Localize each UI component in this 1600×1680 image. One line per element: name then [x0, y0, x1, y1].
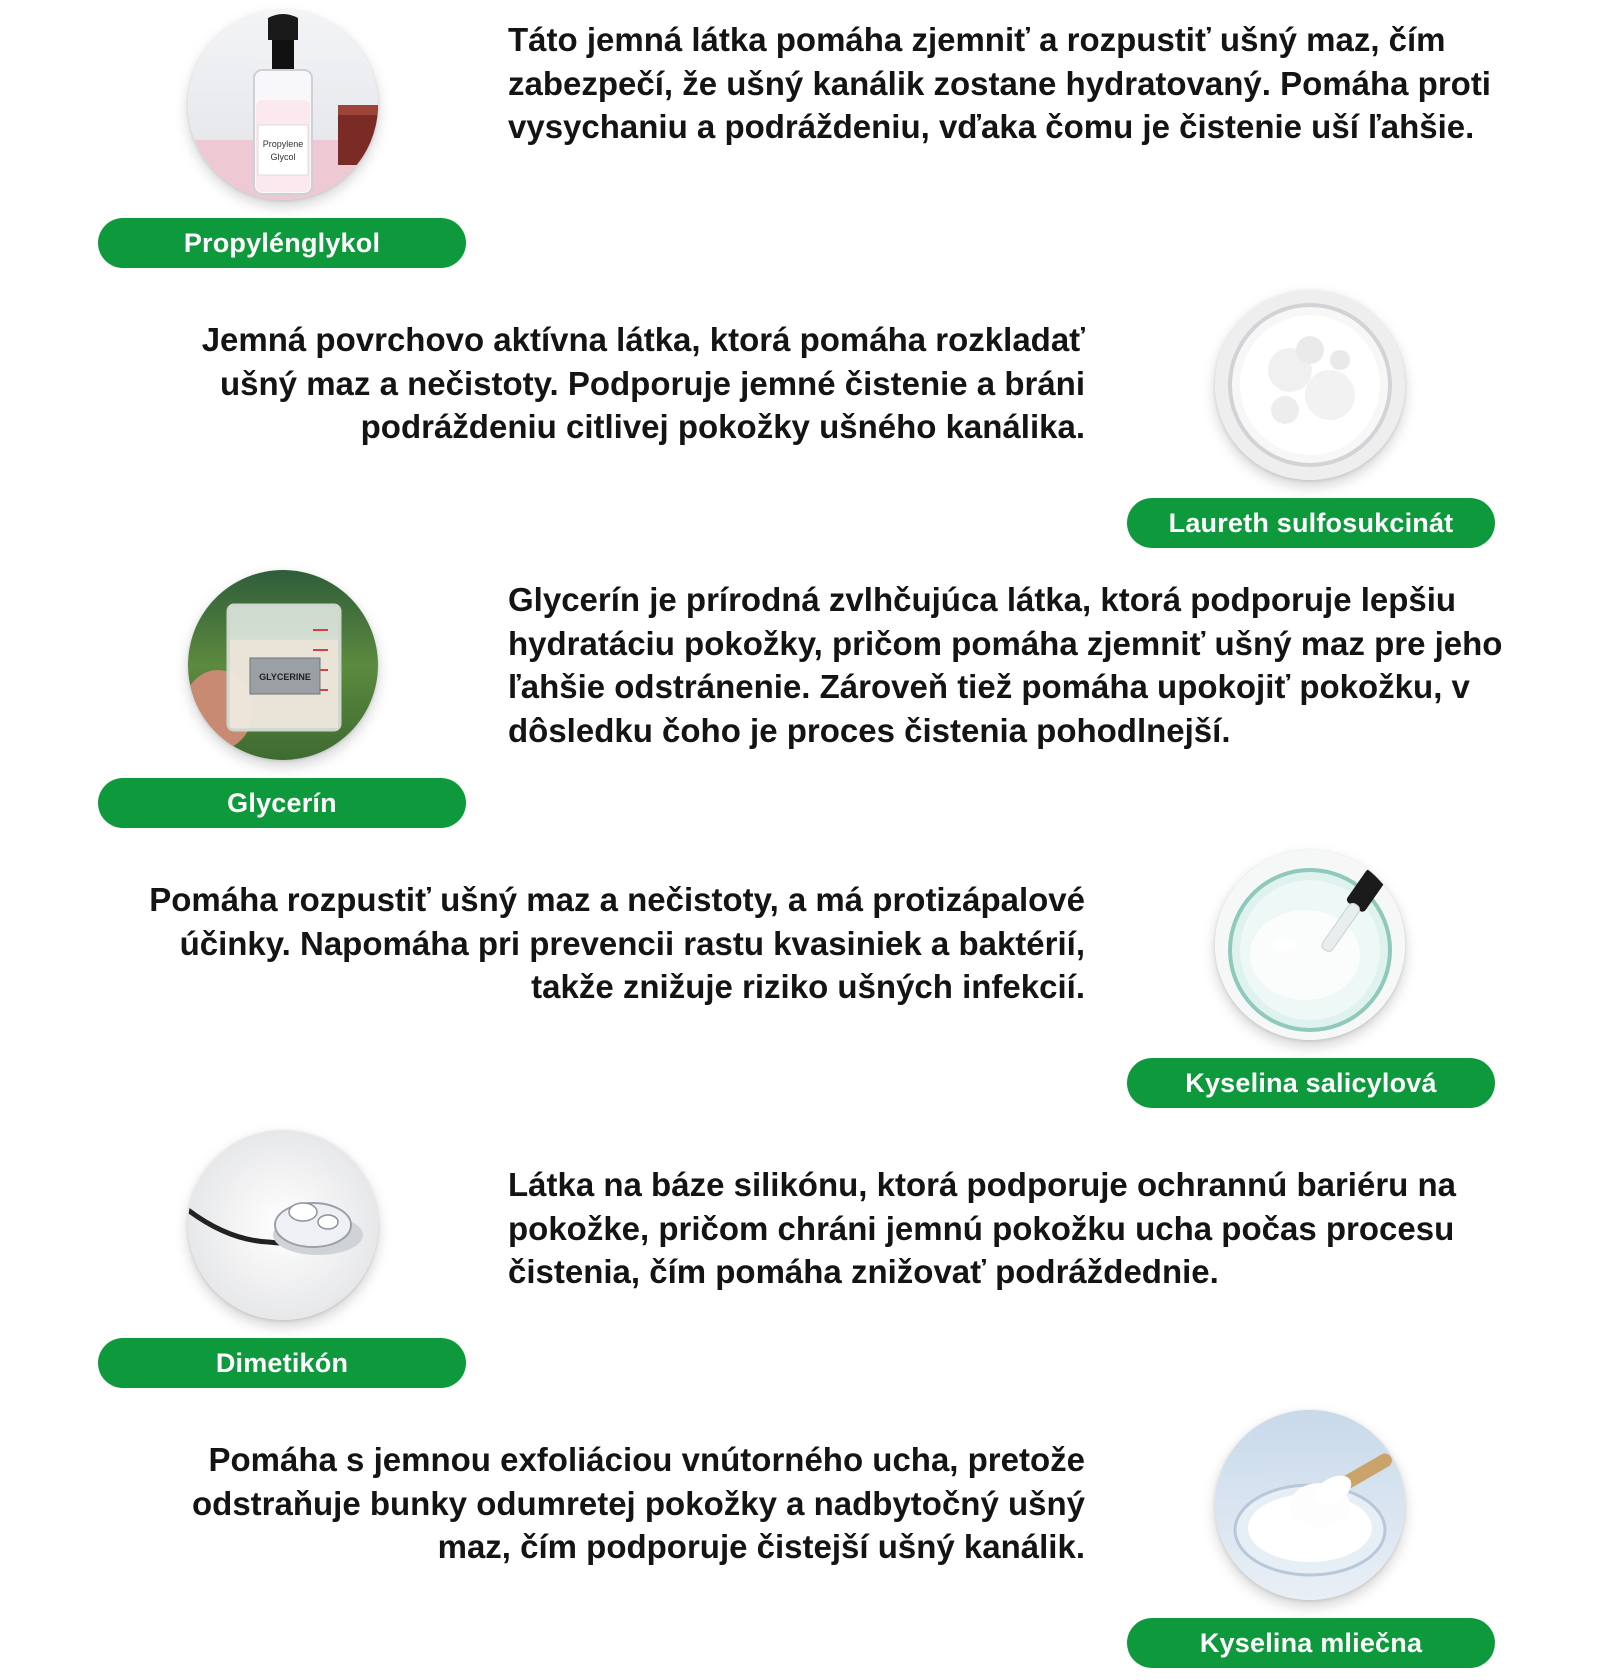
ingredient-name-pill: Kyselina salicylová — [1127, 1058, 1495, 1108]
cream-bowl-spoon-icon — [1215, 1410, 1405, 1600]
ingredient-description: Pomáha s jemnou exfoliáciou vnútorného ucha, pretože odstraňuje bunky odumretej pokožky a nadbytočný ušný maz, čím podporuje čistejší ušný kanálik. — [192, 1441, 1085, 1565]
ingredient-row-laureth-sulfosuccinate — [0, 280, 1600, 560]
ingredient-name-pill: Propylénglykol — [98, 218, 466, 268]
ingredient-description: Glycerín je prírodná zvlhčujúca látka, ktorá podporuje lepšiu hydratáciu pokožky, pričom pomáha zjemniť ušný maz pre jeho ľahšie odstránenie. Zároveň tiež pomáha upokojiť pokožku, v dôsledku čoho je proces čistenia pohodlnejší. — [508, 581, 1503, 749]
glycerine-beaker-icon — [188, 570, 378, 760]
ingredient-row-lactic-acid — [0, 1400, 1600, 1680]
gel-petri-dish-icon — [1215, 850, 1405, 1040]
white-powder-dish-icon — [1215, 290, 1405, 480]
ingredient-description: Pomáha rozpustiť ušný maz a nečistoty, a má protizápalové účinky. Napomáha pri prevencii rastu kvasiniek a baktérií, takže znižuje riziko ušných infekcií. — [149, 881, 1085, 1005]
ingredient-description: Jemná povrchovo aktívna látka, ktorá pomáha rozkladať ušný maz a nečistoty. Podporuje jemné čistenie a bráni podráždeniu citlivej pokožky ušného kanálika. — [201, 321, 1085, 445]
ingredient-description: Látka na báze silikónu, ktorá podporuje ochrannú bariéru na pokožke, pričom chráni jemnú pokožku ucha počas procesu čistenia, čím pomáha znižovať podráždednie. — [508, 1166, 1457, 1290]
silicone-gel-spoon-icon — [188, 1130, 378, 1320]
ingredient-name-pill: Glycerín — [98, 778, 466, 828]
beaker-label: GLYCERINE — [259, 672, 311, 682]
dropper-bottle-icon — [188, 10, 378, 200]
ingredient-row-propylene-glycol — [0, 0, 1600, 280]
bottle-label-line1: Propylene — [262, 139, 304, 149]
ingredient-name-pill: Kyselina mliečna — [1127, 1618, 1495, 1668]
ingredient-name-pill: Dimetikón — [98, 1338, 466, 1388]
ingredient-row-dimethicone — [0, 1120, 1600, 1400]
ingredient-description: Táto jemná látka pomáha zjemniť a rozpustiť ušný maz, čím zabezpečí, že ušný kanálik zostane hydratovaný. Pomáha proti vysychaniu a podráždeniu, vďaka čomu je čistenie uší ľahšie. — [508, 21, 1491, 145]
ingredient-row-glycerin — [0, 560, 1600, 840]
bottle-label-line2: Glycol — [270, 152, 296, 162]
ingredient-row-salicylic-acid — [0, 840, 1600, 1120]
ingredient-name-pill: Laureth sulfosukcinát — [1127, 498, 1495, 548]
